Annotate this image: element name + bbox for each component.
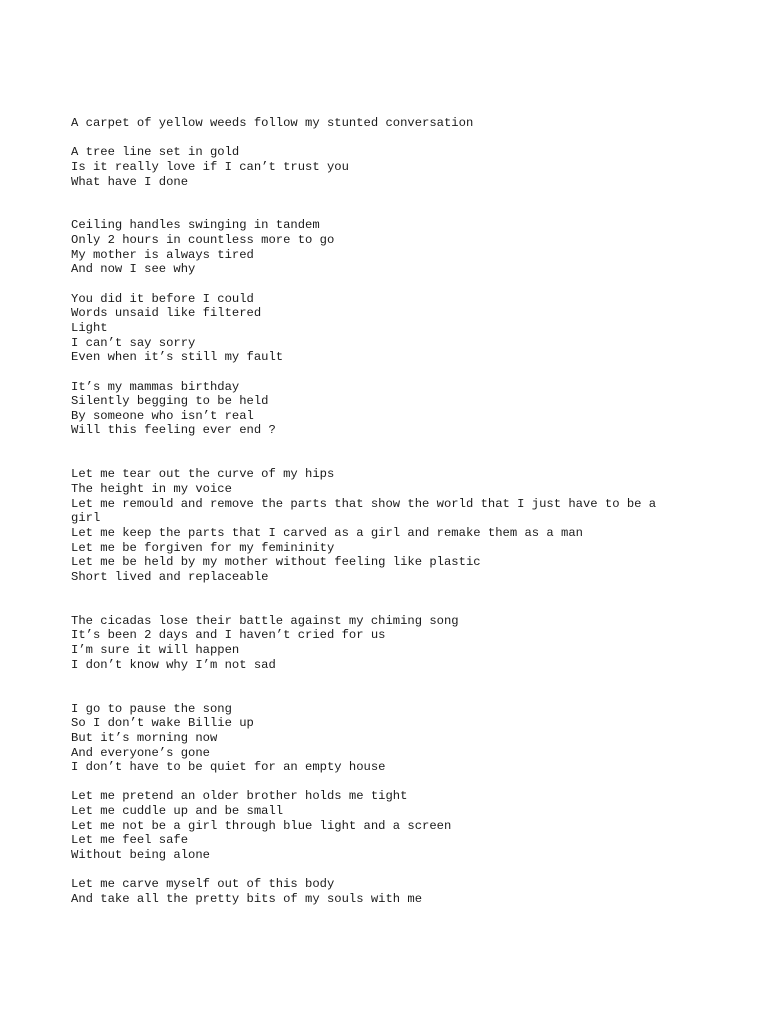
poem-line: A carpet of yellow weeds follow my stunted conversation <box>71 116 474 130</box>
poem-line: Without being alone <box>71 848 210 863</box>
blank-line <box>71 863 711 878</box>
blank-line <box>71 453 711 468</box>
poem-line: Short lived and replaceable <box>71 569 269 584</box>
poem-line: But it’s morning now <box>71 730 218 745</box>
poem-line: And everyone’s gone <box>71 745 210 760</box>
poem-line: Only 2 hours in countless more to go <box>71 233 335 248</box>
poem-line: I go to pause the song <box>71 701 232 716</box>
blank-line <box>71 775 711 790</box>
blank-line <box>71 189 711 204</box>
blank-line <box>71 204 711 219</box>
poem-line: Silently begging to be held <box>71 394 269 409</box>
poem-line: Let me keep the parts that I carved as a girl and remake them as a man <box>71 525 583 540</box>
poem-line: By someone who isn’t real <box>71 408 254 423</box>
poem-line: Let me carve myself out of this body <box>71 877 335 892</box>
poem-line: So I don’t wake Billie up <box>71 716 254 731</box>
poem-line: You did it before I could <box>71 291 254 306</box>
poem-line: girl <box>71 511 101 526</box>
poem-line: Let me feel safe <box>71 833 189 848</box>
poem-text <box>71 116 711 907</box>
poem-line: Is it really love if I can’t trust you <box>71 159 349 174</box>
blank-line <box>71 585 711 600</box>
poem-line: I’m sure it will happen <box>71 643 240 658</box>
poem-line: What have I done <box>71 174 189 189</box>
poem-line: Let me remould and remove the parts that show the world that I just have to be a <box>71 496 657 511</box>
poem-line: Let me be held by my mother without feeling like plastic <box>71 555 481 570</box>
poem-line: I don’t know why I’m not sad <box>71 657 276 672</box>
poem-line: And now I see why <box>71 262 196 277</box>
blank-line <box>71 672 711 687</box>
poem-line: The cicadas lose their battle against my chiming song <box>71 613 459 628</box>
poem-line: Ceiling handles swinging in tandem <box>71 218 320 233</box>
poem-line: Let me tear out the curve of my hips <box>71 467 335 482</box>
poem-line: Light <box>71 320 108 335</box>
poem-line: And take all the pretty bits of my souls with me <box>71 891 423 906</box>
blank-line <box>71 687 711 702</box>
poem-line: I can’t say sorry <box>71 335 196 350</box>
poem-line: Let me be forgiven for my femininity <box>71 540 335 555</box>
poem-line: Let me pretend an older brother holds me tight <box>71 789 408 804</box>
poem-line: I don’t have to be quiet for an empty house <box>71 760 386 775</box>
poem-line: Let me not be a girl through blue light and a screen <box>71 818 452 833</box>
poem-line: It’s my mammas birthday <box>71 379 240 394</box>
poem-line: A tree line set in gold <box>71 145 240 160</box>
poem-line: The height in my voice <box>71 482 232 497</box>
blank-line <box>71 131 711 146</box>
blank-line <box>71 599 711 614</box>
poem-line: My mother is always tired <box>71 247 254 262</box>
poem-line: Even when it’s still my fault <box>71 350 284 365</box>
poem-line: Let me cuddle up and be small <box>71 804 284 819</box>
blank-line <box>71 277 711 292</box>
poem-line: Words unsaid like filtered <box>71 306 262 321</box>
blank-line <box>71 365 711 380</box>
poem-line: Will this feeling ever end ? <box>71 423 276 438</box>
poem-line: It’s been 2 days and I haven’t cried for us <box>71 628 386 643</box>
blank-line <box>71 438 711 453</box>
